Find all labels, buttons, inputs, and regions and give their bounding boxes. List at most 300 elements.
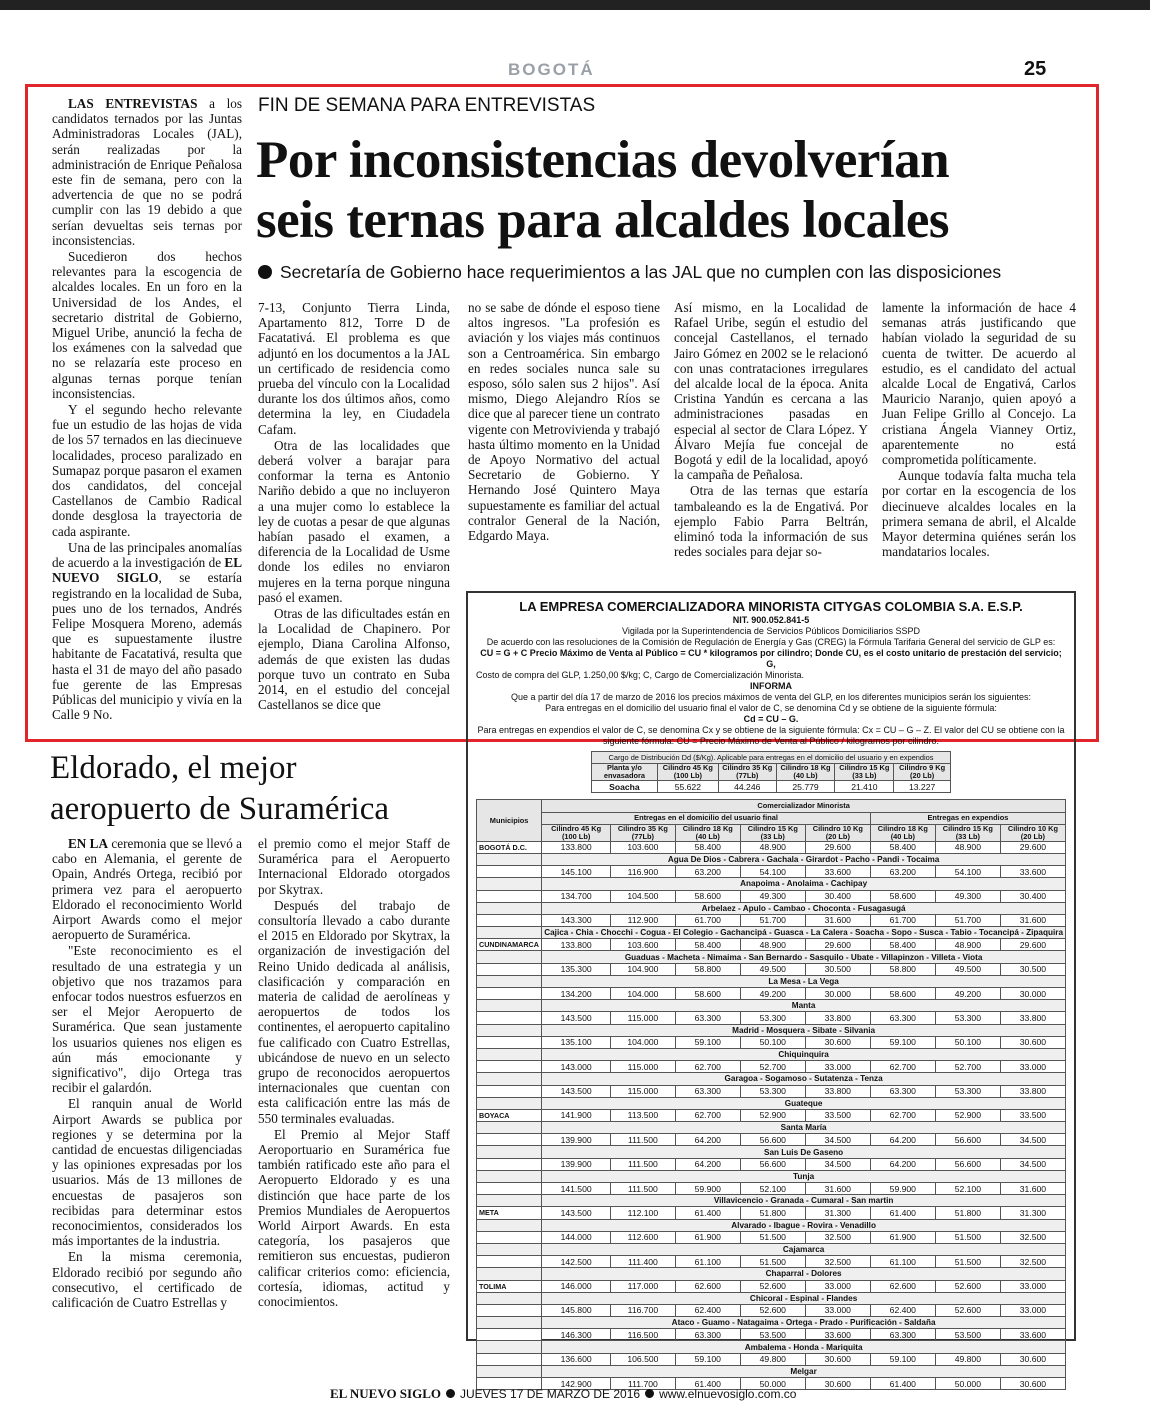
article-column-1 [52, 96, 242, 722]
price-column-header: Cilindro 18 Kg (40 Lb) [870, 824, 935, 841]
price-cell: 59.100 [675, 1353, 740, 1365]
paragraph: Una de las principales anomalías de acuerdo a la investigación de EL NUEVO SIGLO, se estaría registrando en la localidad de Suba, pues uno de los ternados, Andrés Felipe Mosquera Moreno, además que es supuestamente ilustre habitante de Facatativá, resulta que hasta el 31 de mayo del año pasado fue gerente de las Empresas Públicas del municipio y vivía en la Calle 9 No. [52, 539, 242, 723]
municipio-cell [477, 1329, 542, 1341]
municipio-cell [477, 1061, 542, 1073]
table-row [477, 1353, 1066, 1365]
municipio-cell [477, 1073, 542, 1085]
municipio-cell [477, 1024, 542, 1036]
price-cell: 30.000 [805, 988, 870, 1000]
price-cell: 34.500 [1000, 1134, 1065, 1146]
price-cell: 49.200 [935, 988, 1000, 1000]
municipality-group: Ambalema - Honda - Mariquita [542, 1341, 1066, 1353]
price-cell: 31.600 [1000, 914, 1065, 926]
price-cell: 48.900 [935, 841, 1000, 853]
bullet-icon [446, 1389, 455, 1398]
section-label: BOGOTÁ [508, 60, 595, 79]
gas-price-notice [466, 591, 1076, 1389]
table-row [477, 1024, 1066, 1036]
price-cell: 64.200 [870, 1158, 935, 1170]
price-cell: 53.500 [740, 1329, 805, 1341]
municipio-cell [477, 890, 542, 902]
distribution-header: Cilindro 9 Kg (20 Lb) [894, 764, 951, 781]
municipio-cell [477, 927, 542, 939]
municipio-cell [477, 1122, 542, 1134]
municipio-cell [477, 866, 542, 878]
price-cell: 139.900 [542, 1134, 611, 1146]
municipio-cell [477, 1365, 542, 1377]
price-cell: 34.500 [805, 1158, 870, 1170]
paragraph: el premio como el mejor Staff de Suramérica para el Aeropuerto Internacional Eldorado otorgados por Skytrax. [258, 836, 450, 897]
price-column-header: Cilindro 18 Kg (40 Lb) [675, 824, 740, 841]
paragraph: lamente la información de hace 4 semanas atrás justificando que habían violado la seguridad de su cuenta de twitter. De acuerdo al estudio, es el candidato del actual alcalde Local de Engativá, Carlos Mauricio Naranjo, quien apoyó a Juan Felipe Grillo al Concejo. La cristiana Ángela Vianney Ortiz, aparentemente no está comprometida políticamente. [882, 300, 1076, 468]
price-cell: 49.500 [740, 963, 805, 975]
table-row [477, 1231, 1066, 1243]
table-row [477, 951, 1066, 963]
price-cell: 59.900 [675, 1183, 740, 1195]
price-cell: 51.500 [935, 1256, 1000, 1268]
price-cell: 146.300 [542, 1329, 611, 1341]
ad-line-6: Para entregas en el domicilio del usuario final el valor de C, se denomina Cd y se obtiene de la siguiente fórmula: [545, 703, 997, 713]
price-cell: 31.300 [1000, 1207, 1065, 1219]
page-footer [330, 1386, 796, 1402]
price-cell: 58.600 [675, 890, 740, 902]
price-cell: 34.500 [805, 1134, 870, 1146]
price-cell: 59.100 [870, 1353, 935, 1365]
price-cell: 56.600 [740, 1158, 805, 1170]
municipality-group: Santa María [542, 1122, 1066, 1134]
price-cell: 61.400 [675, 1378, 740, 1390]
table-row [477, 866, 1066, 878]
price-cell: 63.300 [870, 1085, 935, 1097]
paragraph: El Premio al Mejor Staff Aeroportuario en Suramérica fue también ratificado este año para el Aeropuerto Eldorado y es una distinción que hace parte de los Premios Mundiales de Aeropuertos World Airport Awards. En esta categoría, los pasajeros que remitieron sus encuestas, pudieron calificar criterios como: eficiencia, cortesía, idiomas, actitud y conocimientos. [258, 1126, 450, 1310]
price-cell: 31.600 [805, 1183, 870, 1195]
municipio-cell [477, 1317, 542, 1329]
price-cell: 103.600 [611, 841, 676, 853]
price-cell: 58.600 [870, 988, 935, 1000]
table-row [477, 975, 1066, 987]
article-headline [256, 130, 1086, 250]
price-cell: 32.500 [1000, 1231, 1065, 1243]
price-cell: 53.300 [935, 1012, 1000, 1024]
price-cell: 143.300 [542, 914, 611, 926]
price-cell: 50.000 [740, 1378, 805, 1390]
price-cell: 33.500 [805, 1109, 870, 1121]
paragraph: 7-13, Conjunto Tierra Linda, Apartamento 812, Torre D de Facatativá. El problema es que adjuntó en los documentos a la JAL un certificado de residencia como prueba del vínculo con la Localidad durante los dos últimos años, como determina la ley, en Ciudadela Cafam. [258, 300, 450, 437]
paragraph: Otras de las dificultades están en la Localidad de Chapinero. Por ejemplo, Diana Carolina Alfonso, además de que existen las dudas porque tuvo un contrato en Suba 2014, en el estudio del concejal Castellanos se dice que [258, 606, 450, 713]
table-row [477, 1085, 1066, 1097]
municipality-group: Alvarado - Ibague - Rovira - Venadillo [542, 1219, 1066, 1231]
price-cell: 134.700 [542, 890, 611, 902]
price-cell: 62.400 [675, 1304, 740, 1316]
price-cell: 104.500 [611, 890, 676, 902]
table-row [477, 914, 1066, 926]
price-cell: 52.700 [935, 1061, 1000, 1073]
price-cell: 58.400 [870, 841, 935, 853]
table-row [477, 1329, 1066, 1341]
price-cell: 52.600 [935, 1280, 1000, 1292]
municipios-header: Municipios [477, 800, 542, 841]
price-cell: 136.600 [542, 1353, 611, 1365]
table-row [477, 1073, 1066, 1085]
price-cell: 33.800 [805, 1012, 870, 1024]
municipality-group: Chiquinquira [542, 1048, 1066, 1060]
price-cell: 112.100 [611, 1207, 676, 1219]
price-cell: 144.000 [542, 1231, 611, 1243]
outlet-header: Entregas en expendios [870, 812, 1065, 824]
paragraph: EN LA ceremonia que se llevó a cabo en Alemania, el gerente de Opain, Andrés Ortega, recibió por primera vez para el aeropuerto Eldorado el reconocimiento World Airport Awards como el mejor aeropuerto de Suramérica. [52, 836, 242, 943]
price-cell: 135.100 [542, 1036, 611, 1048]
paragraph: "Este reconocimiento es el resultado de una estrategia y un objetivo que nos trazamos para enfocar todos nuestros esfuerzos en ser el Mejor Aeropuerto de Suramérica. Que sean justamente los usuarios quienes nos eligen es aún más emocionante y significativo", dijo Ortega tras recibir el galardón. [52, 943, 242, 1096]
price-cell: 111.700 [611, 1378, 676, 1390]
municipio-cell: META [477, 1207, 542, 1219]
paragraph: no se sabe de dónde el esposo tiene altos ingresos. "La profesión es aviación y los viajes más continuos son a Centroamérica. Sin embargo en redes sociales nunca sale su esposo, sólo salen sus 2 hijos". Así mismo, Diego Alejandro Ríos se dice que al parecer tiene un contrato vigente con Metrovivienda y trabajó hasta último momento en la Unidad de Apoyo Normativo del actual Secretario de Gobierno. Y Hernando José Quintero Maya supuestamente es familiar del actual contralor General de la Nación, Edgardo Maya. [468, 300, 660, 544]
price-cell: 61.700 [675, 914, 740, 926]
municipality-group: Anapoima - Anolaima - Cachipay [542, 878, 1066, 890]
table-row [477, 988, 1066, 1000]
table-row [477, 1097, 1066, 1109]
price-cell: 30.400 [805, 890, 870, 902]
municipality-group: Cajamarca [542, 1243, 1066, 1255]
price-cell: 61.100 [870, 1256, 935, 1268]
ad-line-5: Que a partir del día 17 de marzo de 2016 los precios máximos de venta del GLP, en los diferentes municipios serán los siguientes: [510, 692, 1032, 702]
ad-informa: INFORMA [750, 681, 792, 691]
price-cell: 115.000 [611, 1012, 676, 1024]
price-cell: 61.400 [675, 1207, 740, 1219]
price-cell: 63.200 [870, 866, 935, 878]
price-cell: 49.800 [935, 1353, 1000, 1365]
price-cell: 143.500 [542, 1085, 611, 1097]
ad-nit: NIT. 900.052.841-5 [732, 615, 810, 625]
price-cell: 61.400 [870, 1378, 935, 1390]
price-cell: 48.900 [740, 841, 805, 853]
price-cell: 59.100 [675, 1036, 740, 1048]
price-cell: 49.800 [740, 1353, 805, 1365]
table-row [477, 1183, 1066, 1195]
municipio-cell [477, 988, 542, 1000]
table-row [477, 1280, 1066, 1292]
municipality-group: Manta [542, 1000, 1066, 1012]
distribution-header: Planta y/o envasadora [592, 764, 658, 781]
footer-paper: EL NUEVO SIGLO [330, 1386, 441, 1401]
price-cell: 58.600 [675, 988, 740, 1000]
municipio-cell: CUNDINAMARCA [477, 939, 542, 951]
price-cell: 33.600 [805, 866, 870, 878]
price-cell: 104.900 [611, 963, 676, 975]
price-cell: 51.700 [740, 914, 805, 926]
table-row [477, 963, 1066, 975]
article2-headline-line-2: aeropuerto de Suramérica [50, 791, 389, 827]
distribution-header: Cilindro 45 Kg (100 Lb) [657, 764, 718, 781]
price-cell: 29.600 [1000, 939, 1065, 951]
price-cell: 49.300 [740, 890, 805, 902]
table-row [477, 1219, 1066, 1231]
distribution-cell: 21.410 [835, 781, 894, 793]
price-cell: 58.400 [675, 841, 740, 853]
table-row [477, 1036, 1066, 1048]
table-row [477, 1243, 1066, 1255]
price-cell: 63.300 [675, 1012, 740, 1024]
price-cell: 116.900 [611, 866, 676, 878]
table-row [477, 878, 1066, 890]
article-column-5 [882, 300, 1076, 559]
price-cell: 33.600 [805, 1329, 870, 1341]
price-cell: 51.800 [935, 1207, 1000, 1219]
price-cell: 30.600 [805, 1378, 870, 1390]
table-row [477, 1158, 1066, 1170]
price-column-header: Cilindro 10 Kg (20 Lb) [805, 824, 870, 841]
municipio-cell [477, 878, 542, 890]
price-cell: 52.600 [740, 1304, 805, 1316]
price-cell: 58.400 [675, 939, 740, 951]
price-cell: 111.500 [611, 1134, 676, 1146]
price-cell: 33.000 [805, 1061, 870, 1073]
table-row [477, 1195, 1066, 1207]
table-row [477, 1061, 1066, 1073]
price-cell: 62.700 [675, 1061, 740, 1073]
price-cell: 112.600 [611, 1231, 676, 1243]
municipio-cell: TOLIMA [477, 1280, 542, 1292]
price-cell: 62.600 [870, 1280, 935, 1292]
price-cell: 52.900 [935, 1109, 1000, 1121]
table-row [477, 1109, 1066, 1121]
price-cell: 139.900 [542, 1158, 611, 1170]
price-cell: 32.500 [805, 1231, 870, 1243]
price-cell: 48.900 [740, 939, 805, 951]
municipio-cell [477, 1146, 542, 1158]
price-cell: 58.400 [870, 939, 935, 951]
table-row [477, 1122, 1066, 1134]
price-cell: 53.300 [935, 1085, 1000, 1097]
price-cell: 32.500 [1000, 1256, 1065, 1268]
table-row [477, 939, 1066, 951]
table-row [477, 1317, 1066, 1329]
price-cell: 33.000 [1000, 1304, 1065, 1316]
price-cell: 52.600 [740, 1280, 805, 1292]
municipio-cell [477, 1231, 542, 1243]
table-row [477, 890, 1066, 902]
price-cell: 33.500 [1000, 1109, 1065, 1121]
price-cell: 145.100 [542, 866, 611, 878]
price-cell: 111.500 [611, 1158, 676, 1170]
price-cell: 33.000 [805, 1304, 870, 1316]
paragraph: Después del trabajo de consultoría llevado a cabo durante el 2015 en Eldorado por Skytrax, la organización de investigación del Reino Unido dedicada al análisis, clasificación y comparación en materia de calidad de aerolíneas y aeropuertos de todos los continentes, el aeropuerto capitalino fue calificado con Cuatro Estrellas, ubicándose de nuevo en un selecto grupo de reconocidos aeropuertos internacionales que cuentan con esta calificación entre las más de 550 terminales evaluadas. [258, 897, 450, 1126]
paragraph: En la misma ceremonia, Eldorado recibió por segundo año consecutivo, el certificado de calificación de Cuatro Estrellas y [52, 1249, 242, 1311]
price-cell: 30.600 [1000, 1378, 1065, 1390]
table-row [477, 1012, 1066, 1024]
table-row [477, 1292, 1066, 1304]
table-row [477, 1207, 1066, 1219]
price-cell: 112.900 [611, 914, 676, 926]
distribution-header: Cilindro 35 Kg (77Lb) [718, 764, 776, 781]
price-cell: 62.700 [870, 1061, 935, 1073]
municipio-cell [477, 1134, 542, 1146]
article2-headline [50, 748, 460, 830]
municipio-cell [477, 1097, 542, 1109]
price-column-header: Cilindro 45 Kg (100 Lb) [542, 824, 611, 841]
price-cell: 133.800 [542, 939, 611, 951]
municipality-group: Guateque [542, 1097, 1066, 1109]
price-cell: 31.600 [1000, 1183, 1065, 1195]
municipio-cell [477, 1085, 542, 1097]
distribution-table-wrap [591, 751, 951, 793]
price-column-header: Cilindro 10 Kg (20 Lb) [1000, 824, 1065, 841]
headline-line-1: Por inconsistencias devolverían [256, 131, 950, 189]
paragraph: El ranquin anual de World Airport Awards se publica por regiones y se determina por la cantidad de encuestas diligenciadas y las opiniones expresadas por los usuarios. Más de 13 millones de encuestas de pasajeros son recibidas para determinar estos reconocimientos, considerados los más importantes de la industria. [52, 1096, 242, 1249]
municipio-cell [477, 1353, 542, 1365]
municipality-group: Arbelaez - Apulo - Cambao - Choconta - Fusagasugá [542, 902, 1066, 914]
municipio-cell [477, 1170, 542, 1182]
municipality-group: San Luis De Gaseno [542, 1146, 1066, 1158]
municipality-group: Chaparral - Dolores [542, 1268, 1066, 1280]
paragraph: Así mismo, en la Localidad de Rafael Uribe, según el estudio del concejal Castellanos, el ternado Jairo Gómez en 2002 se le relacionó con unas contrataciones irregulares del alcalde local de la época. Anita Cristina Yandún es cercana a las administraciones pasadas en especial al sector de Clara López. Y Álvaro Mejía fue concejal de Bogotá y edil de la localidad, apoyó la campaña de Peñalosa. [674, 300, 868, 483]
price-cell: 145.800 [542, 1304, 611, 1316]
price-cell: 30.600 [1000, 1353, 1065, 1365]
municipio-cell [477, 1243, 542, 1255]
price-cell: 59.100 [870, 1036, 935, 1048]
table-row [477, 1000, 1066, 1012]
price-cell: 50.100 [935, 1036, 1000, 1048]
price-cell: 104.000 [611, 1036, 676, 1048]
municipio-cell [477, 963, 542, 975]
price-cell: 52.600 [935, 1304, 1000, 1316]
municipality-group: Melgar [542, 1365, 1066, 1377]
price-cell: 59.900 [870, 1183, 935, 1195]
price-cell: 111.400 [611, 1256, 676, 1268]
price-cell: 29.600 [805, 841, 870, 853]
price-cell: 52.700 [740, 1061, 805, 1073]
price-cell: 52.100 [740, 1183, 805, 1195]
price-cell: 143.500 [542, 1012, 611, 1024]
price-cell: 64.200 [870, 1134, 935, 1146]
subhead-text: Secretaría de Gobierno hace requerimientos a las JAL que no cumplen con las disposiciones [280, 262, 1002, 282]
table-row [477, 841, 1066, 853]
ad-line-3: CU = G + C Precio Máximo de Venta al Público = CU * kilogramos por cilindro; Donde CU, es el costo unitario de prestación del servicio; G, [480, 648, 1062, 669]
price-cell: 49.300 [935, 890, 1000, 902]
municipio-cell [477, 1304, 542, 1316]
table-row [477, 1048, 1066, 1060]
article2-column-1 [52, 836, 242, 1310]
table-row [477, 1256, 1066, 1268]
municipality-group: Guaduas - Macheta - Nimaima - San Bernardo - Sasquilo - Ubate - Villapinzon - Villeta - Viota [542, 951, 1066, 963]
price-cell: 116.700 [611, 1304, 676, 1316]
distribution-table [591, 751, 951, 793]
price-cell: 63.300 [870, 1329, 935, 1341]
price-cell: 31.300 [805, 1207, 870, 1219]
price-cell: 30.600 [805, 1036, 870, 1048]
table-row [477, 902, 1066, 914]
table-row [477, 1341, 1066, 1353]
price-cell: 33.000 [805, 1280, 870, 1292]
paragraph: Otra de las ternas que estaría tambaleando es la de Engativá. Por ejemplo Fabio Parra Beltrán, eliminó toda la información de sus redes sociales para dejar so- [674, 483, 868, 560]
bullet-icon [258, 265, 272, 279]
price-cell: 32.500 [805, 1256, 870, 1268]
price-cell: 30.600 [805, 1353, 870, 1365]
distribution-cell: 13.227 [894, 781, 951, 793]
ad-line-2: De acuerdo con las resoluciones de la Comisión de Regulación de Energía y Gas (CREG) la Fórmula Tarifaria General del servicio de GLP es: [486, 637, 1056, 647]
municipio-cell [477, 1158, 542, 1170]
municipality-group: Chicoral - Espinal - Flandes [542, 1292, 1066, 1304]
table-row [477, 1304, 1066, 1316]
footer-url: www.elnuevosiglo.com.co [659, 1387, 797, 1401]
table-row [477, 1146, 1066, 1158]
price-column-header: Cilindro 15 Kg (33 Lb) [935, 824, 1000, 841]
ad-line-1: Vigilada por la Superintendencia de Servicios Públicos Domiciliarios SSPD [622, 626, 920, 636]
municipio-cell [477, 951, 542, 963]
price-cell: 33.800 [1000, 1012, 1065, 1024]
price-cell: 29.600 [805, 939, 870, 951]
price-cell: 51.500 [740, 1256, 805, 1268]
price-cell: 30.400 [1000, 890, 1065, 902]
article-column-4 [674, 300, 868, 559]
price-cell: 51.500 [740, 1231, 805, 1243]
price-table [476, 799, 1066, 1390]
municipio-cell [477, 1048, 542, 1060]
price-cell: 58.800 [675, 963, 740, 975]
municipio-cell [477, 1341, 542, 1353]
price-cell: 29.600 [1000, 841, 1065, 853]
price-cell: 134.200 [542, 988, 611, 1000]
price-cell: 62.700 [870, 1109, 935, 1121]
municipio-cell [477, 1036, 542, 1048]
price-cell: 51.500 [935, 1231, 1000, 1243]
article-column-2 [258, 300, 450, 712]
paragraph: Sucedieron dos hechos relevantes para la escogencia de alcaldes locales. En un foro en la Universidad de los Andes, el secretario distrital de Gobierno, Miguel Uribe, anunció la fecha de los exámenes con la salvedad que no se relazaría este proceso en algunas ternas porque tenían inconsistencias. [52, 249, 242, 401]
price-cell: 143.500 [542, 1207, 611, 1219]
page-number: 25 [1024, 58, 1047, 80]
price-cell: 34.500 [1000, 1158, 1065, 1170]
price-cell: 106.500 [611, 1353, 676, 1365]
price-cell: 115.000 [611, 1061, 676, 1073]
price-column-header: Cilindro 35 Kg (77Lb) [611, 824, 676, 841]
price-cell: 111.500 [611, 1183, 676, 1195]
price-column-header: Cilindro 15 Kg (33 Lb) [740, 824, 805, 841]
price-cell: 116.500 [611, 1329, 676, 1341]
distribution-cell: 55.622 [657, 781, 718, 793]
price-cell: 63.300 [675, 1085, 740, 1097]
price-cell: 54.100 [935, 866, 1000, 878]
municipality-group: Madrid - Mosquera - Sibate - Silvania [542, 1024, 1066, 1036]
price-cell: 58.800 [870, 963, 935, 975]
municipio-cell [477, 902, 542, 914]
municipality-group: Villavicencio - Granada - Cumaral - San martin [542, 1195, 1066, 1207]
table-row [477, 927, 1066, 939]
price-cell: 63.300 [870, 1012, 935, 1024]
price-cell: 61.900 [870, 1231, 935, 1243]
municipio-cell [477, 1195, 542, 1207]
price-cell: 62.600 [675, 1280, 740, 1292]
article-column-3 [468, 300, 660, 543]
municipio-cell [477, 1000, 542, 1012]
price-cell: 64.200 [675, 1158, 740, 1170]
paragraph: LAS ENTREVISTAS a los candidatos ternados por las Juntas Administradoras Locales (JAL), serán realizadas por la administración de Enrique Peñalosa este fin de semana, pero con la advertencia de que no se podrá cumplir con las 19 debido a que serían devueltas seis ternas por inconsistencias. [52, 96, 242, 248]
price-cell: 146.000 [542, 1280, 611, 1292]
price-cell: 115.000 [611, 1085, 676, 1097]
price-cell: 56.600 [740, 1134, 805, 1146]
top-page-bar [0, 0, 1150, 10]
price-cell: 61.700 [870, 914, 935, 926]
municipio-cell [477, 914, 542, 926]
ad-formula: Cd = CU – G. [743, 714, 799, 724]
price-cell: 31.600 [805, 914, 870, 926]
municipio-cell [477, 1256, 542, 1268]
price-cell: 61.100 [675, 1256, 740, 1268]
price-cell: 63.200 [675, 866, 740, 878]
price-cell: 48.900 [935, 939, 1000, 951]
price-cell: 51.700 [935, 914, 1000, 926]
price-cell: 62.700 [675, 1109, 740, 1121]
price-cell: 103.600 [611, 939, 676, 951]
price-cell: 33.800 [805, 1085, 870, 1097]
